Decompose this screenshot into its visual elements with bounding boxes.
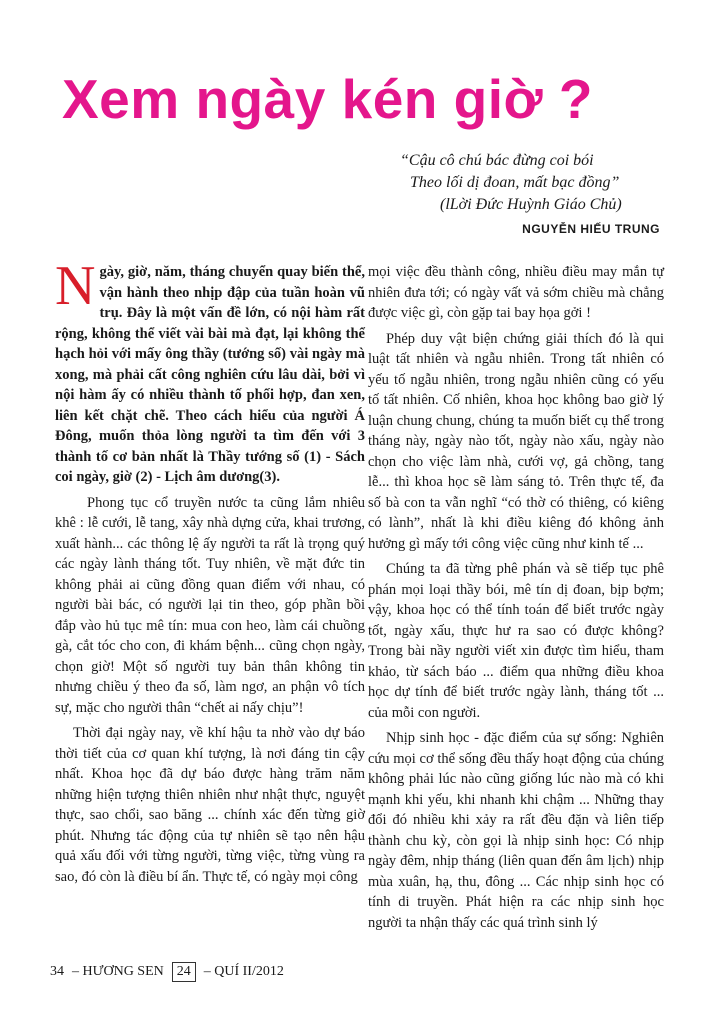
quote-line: “Cậu cô chú bác đừng coi bói xyxy=(400,152,594,169)
body-paragraph: Phong tục cổ truyền nước ta cũng lắm nhiêu khê : lễ cưới, lễ tang, xây nhà dựng cửa, khai trương, xuất hành... các thông lệ ấy người ta rất là trọng quý các ngày lành tháng tốt. Tuy nhiên, về mặt đức tin không phải ai cũng đồng quan điểm với nhau, có người bài bác, có người lại tin theo, góp phần bồi đắp vào hủ tục mê tín: mua con heo, làm cái chuồng gà, cắt tóc cho con, đi khám bệnh... cũng chọn ngày, chọn giờ! Một số người tuy bản thân không tin nhưng chiều ý theo đa số, làm ngơ, an phận vô tích sự, mặc cho người thân “chết ai nấy chịu”! xyxy=(55,494,365,716)
drop-cap: N xyxy=(55,255,96,317)
article-title: Xem ngày kén giờ ? xyxy=(62,68,594,130)
body-paragraph: Phép duy vật biện chứng giải thích đó là qui luật tất nhiên và ngẫu nhiên. Trong tất nhiên có yếu tố ngẫu nhiên, trong ngẫu nhiên cũng có yếu tố tất nhiên. Cố nhiên, khoa học không bao giờ lý luận chung chung, chúng ta muốn biết cụ thể trong tháng này, ngày nào tốt, ngày nào xấu, ngày nào chọn cho việc làm nhà, cưới vợ, gả chồng, tang lễ... thì khoa học sẽ làm sáng tỏ. Trên thực tế, đa số bà con ta vẫn nghĩ “có thờ có thiêng, có kiêng có lành”, nhất là khi điều kiêng đó không ảnh hưởng gì mấy tới công việc cũng như kinh tế ... xyxy=(368,330,664,552)
body-paragraph: Nhịp sinh học - đặc điểm của sự sống: Nghiên cứu mọi cơ thể sống đều thấy hoạt động của chúng không phải lúc nào cũng giống lúc nào mà có khi mạnh khi yếu, khi nhanh khi chậm ... Những thay đổi đó nhiều khi xảy ra rất đều đặn và liên tiếp thành chu kỳ, còn gọi là nhịp sinh học: Có nhịp ngày đêm, nhịp tháng (liên quan đến âm lịch) nhịp mùa xuân, hạ, thu, đông ... Các nhịp sinh học có tính di truyền. Phát hiện ra các nhịp sinh học người ta nhận thấy các quá trình sinh lý xyxy=(368,730,664,931)
left-column xyxy=(55,255,365,892)
page-footer xyxy=(50,962,284,982)
author-name: NGUYỄN HIẾU TRUNG xyxy=(522,222,660,236)
body-paragraph: Thời đại ngày nay, về khí hậu ta nhờ vào dự báo thời tiết của cơ quan khí tượng, là nơi đáng tin cậy nhất. Khoa học đã dự báo được hàng trăm năm những hiện tượng thiên nhiên như nhật thực, nguyệt thực, sao chổi, sao băng ... chính xác đến từng giờ phút. Nhưng tác động của tự nhiên sẽ tạo nên hậu quả xấu đối với từng người, từng việc, từng vùng ra sao, đó còn là điều bí ẩn. Thực tế, có ngày mọi công xyxy=(55,725,365,885)
epigraph-quote xyxy=(400,150,622,216)
right-column xyxy=(368,262,664,938)
issue-number-box: 24 xyxy=(172,962,196,982)
magazine-name: – HƯƠNG SEN xyxy=(72,964,164,979)
page-number: 34 xyxy=(50,964,64,979)
quote-line: Theo lối dị đoan, mất bạc đồng” xyxy=(410,174,620,191)
body-paragraph: mọi việc đều thành công, nhiều điều may mắn tự nhiên đưa tới; có ngày vất vả sớm chiều mà chẳng được việc gì, còn gặp tai bay họa gởi ! xyxy=(368,264,664,321)
quote-attribution: (lLời Đức Huỳnh Giáo Chủ) xyxy=(440,196,622,213)
intro-paragraph xyxy=(55,255,365,488)
body-paragraph: Chúng ta đã từng phê phán và sẽ tiếp tục phê phán mọi loại thầy bói, mê tín dị đoan, bịp bợm; vậy, khoa học có thể tính toán để biết trước ngày tốt, ngày xấu, thực hư ra sao có được không? Trong bài nầy người viết xin được tìm hiểu, tham khảo, từ sách báo ... điểm qua những điều khoa học dự tính để biết trước ngày lành, tháng tốt ... của mỗi con người. xyxy=(368,561,664,721)
intro-text: gày, giờ, năm, tháng chuyển quay biến thể, vận hành theo nhịp đập của tuần hoàn vũ trụ. Đây là một vấn đề lớn, có nội hàm rất rộng, không thể viết vài bài mà đạt, lại không thể hạch hỏi với mấy ông thầy (tướng số) vài ngày mà xong, mà phải cất công nghiên cứu lâu dài, bởi vì nội hàm ấy có nhiều thành tố phối hợp, đan xen, liên kết chặt chẽ. Theo cách hiểu của người Á Đông, muốn thỏa lòng người ta tìm đến với 3 thành tố cơ bản nhất là Thầy tướng số (1) - Sách coi ngày, giờ (2) - Lịch âm dương(3). xyxy=(55,264,365,485)
issue-label: – QUÍ II/2012 xyxy=(203,964,284,979)
